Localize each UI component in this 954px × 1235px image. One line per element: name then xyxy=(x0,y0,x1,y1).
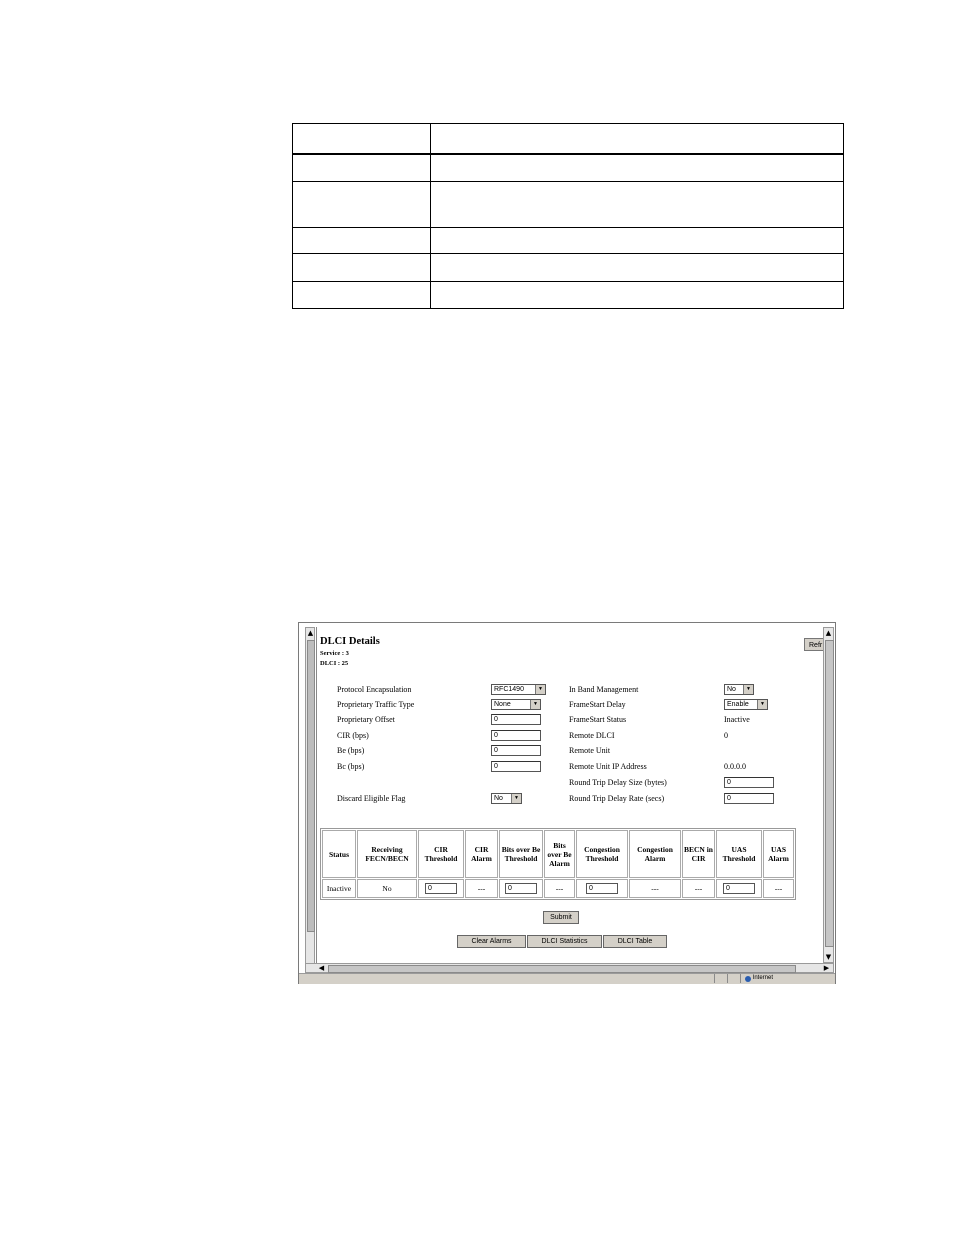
cell-bits-be-alarm: --- xyxy=(544,879,575,898)
framestart-status-label: FrameStart Status xyxy=(569,715,627,724)
remote-dlci-value: 0 xyxy=(724,731,728,740)
uas-threshold-input[interactable]: 0 xyxy=(723,883,755,894)
col-becn-in-cir: BECN in CIR xyxy=(682,830,715,878)
protocol-encapsulation-select[interactable] xyxy=(491,684,546,695)
scroll-left-icon[interactable]: ◀ xyxy=(318,964,325,972)
discard-eligible-value: No xyxy=(494,795,503,802)
bits-be-threshold-input[interactable]: 0 xyxy=(505,883,537,894)
proprietary-traffic-type-label: Proprietary Traffic Type xyxy=(337,700,415,709)
dlci-table-button[interactable]: DLCI Table xyxy=(603,935,667,948)
horizontal-scrollbar[interactable] xyxy=(305,963,834,973)
rtd-rate-label: Round Trip Delay Rate (secs) xyxy=(569,794,665,803)
alarm-stats-table xyxy=(320,828,796,900)
framestart-delay-label: FrameStart Delay xyxy=(569,700,626,709)
remote-unit-ip-label: Remote Unit IP Address xyxy=(569,762,647,771)
cell-uas-alarm: --- xyxy=(763,879,794,898)
table-rule xyxy=(430,123,431,309)
zone-label: Internet xyxy=(752,975,774,981)
cell-congestion-alarm: --- xyxy=(629,879,681,898)
table-rule xyxy=(843,123,844,309)
proprietary-offset-input[interactable]: 0 xyxy=(491,714,541,725)
proprietary-offset-label: Proprietary Offset xyxy=(337,715,395,724)
chevron-down-icon[interactable]: ▼ xyxy=(511,794,521,803)
chevron-down-icon[interactable]: ▼ xyxy=(530,700,540,709)
rtd-rate-input[interactable]: 0 xyxy=(724,793,774,804)
right-scrollbar[interactable] xyxy=(823,627,834,963)
cell-congestion-threshold xyxy=(576,879,628,898)
scroll-right-icon[interactable]: ▶ xyxy=(823,964,830,972)
left-scrollbar[interactable] xyxy=(305,627,315,973)
col-cir-threshold: CIR Threshold xyxy=(418,830,464,878)
discard-eligible-label: Discard Eligible Flag xyxy=(337,794,406,803)
remote-dlci-label: Remote DLCI xyxy=(569,731,615,740)
submit-button[interactable]: Submit xyxy=(543,911,579,924)
cell-status: Inactive xyxy=(322,879,356,898)
rtd-size-label: Round Trip Delay Size (bytes) xyxy=(569,778,667,787)
col-uas-threshold: UAS Threshold xyxy=(716,830,762,878)
table-rule xyxy=(292,308,844,309)
status-cell xyxy=(714,974,727,983)
table-rule xyxy=(292,281,844,282)
congestion-threshold-input[interactable]: 0 xyxy=(586,883,618,894)
in-band-management-select[interactable] xyxy=(724,684,754,695)
bc-label: Bc (bps) xyxy=(337,762,365,771)
zone-cell xyxy=(740,974,830,983)
discard-eligible-select[interactable] xyxy=(491,793,522,804)
cir-label: CIR (bps) xyxy=(337,731,369,740)
scroll-down-icon[interactable]: ▼ xyxy=(825,953,832,961)
dlci-label: DLCI : 25 xyxy=(320,660,349,667)
chevron-down-icon[interactable]: ▼ xyxy=(535,685,545,694)
col-bits-be-alarm: Bits over Be Alarm xyxy=(544,830,575,878)
rtd-size-input[interactable]: 0 xyxy=(724,777,774,788)
chevron-down-icon[interactable]: ▼ xyxy=(743,685,753,694)
scrollbar-thumb[interactable] xyxy=(328,965,796,973)
document-table xyxy=(292,123,844,309)
browser-window xyxy=(298,622,836,984)
remote-unit-label: Remote Unit xyxy=(569,746,611,755)
col-congestion-threshold: Congestion Threshold xyxy=(576,830,628,878)
be-label: Be (bps) xyxy=(337,746,365,755)
col-bits-be-threshold: Bits over Be Threshold xyxy=(499,830,543,878)
cell-bits-be-threshold xyxy=(499,879,543,898)
service-label: Service : 3 xyxy=(320,650,349,657)
cir-threshold-input[interactable]: 0 xyxy=(425,883,457,894)
scroll-up-icon[interactable]: ▲ xyxy=(307,629,314,637)
proprietary-traffic-type-value: None xyxy=(494,701,511,708)
globe-icon xyxy=(745,976,751,982)
table-rule xyxy=(292,123,293,309)
cell-receiving: No xyxy=(357,879,417,898)
table-rule xyxy=(292,181,844,182)
refresh-button[interactable]: Refr xyxy=(804,638,824,651)
bc-input[interactable]: 0 xyxy=(491,761,541,772)
remote-unit-ip-value: 0.0.0.0 xyxy=(724,762,746,771)
clear-alarms-button[interactable]: Clear Alarms xyxy=(457,935,526,948)
table-header-row xyxy=(322,830,794,878)
cell-becn-in-cir: --- xyxy=(682,879,715,898)
table-rule xyxy=(292,123,844,124)
framestart-delay-select[interactable] xyxy=(724,699,768,710)
col-receiving: Receiving FECN/BECN xyxy=(357,830,417,878)
in-band-management-label: In Band Management xyxy=(569,685,639,694)
dlci-statistics-button[interactable]: DLCI Statistics xyxy=(527,935,602,948)
be-input[interactable]: 0 xyxy=(491,745,541,756)
col-status: Status xyxy=(322,830,356,878)
col-congestion-alarm: Congestion Alarm xyxy=(629,830,681,878)
in-band-management-value: No xyxy=(727,686,736,693)
table-rule xyxy=(292,253,844,254)
scrollbar-thumb[interactable] xyxy=(307,640,315,932)
cell-cir-alarm: --- xyxy=(465,879,498,898)
page-content xyxy=(316,627,824,964)
protocol-encapsulation-label: Protocol Encapsulation xyxy=(337,685,412,694)
proprietary-traffic-type-select[interactable] xyxy=(491,699,541,710)
framestart-delay-value: Enable xyxy=(727,701,749,708)
cell-cir-threshold xyxy=(418,879,464,898)
framestart-status-value: Inactive xyxy=(724,715,750,724)
scroll-up-icon[interactable]: ▲ xyxy=(825,629,832,637)
chevron-down-icon[interactable]: ▼ xyxy=(757,700,767,709)
status-cell xyxy=(727,974,740,983)
page-title: DLCI Details xyxy=(320,636,380,647)
table-rule xyxy=(292,227,844,228)
cir-input[interactable]: 0 xyxy=(491,730,541,741)
col-cir-alarm: CIR Alarm xyxy=(465,830,498,878)
protocol-encapsulation-value: RFC1490 xyxy=(494,686,524,693)
status-bar xyxy=(299,973,835,984)
cell-uas-threshold xyxy=(716,879,762,898)
scrollbar-thumb[interactable] xyxy=(825,640,834,947)
col-uas-alarm: UAS Alarm xyxy=(763,830,794,878)
table-header-rule xyxy=(292,153,844,155)
table-row xyxy=(322,879,794,898)
